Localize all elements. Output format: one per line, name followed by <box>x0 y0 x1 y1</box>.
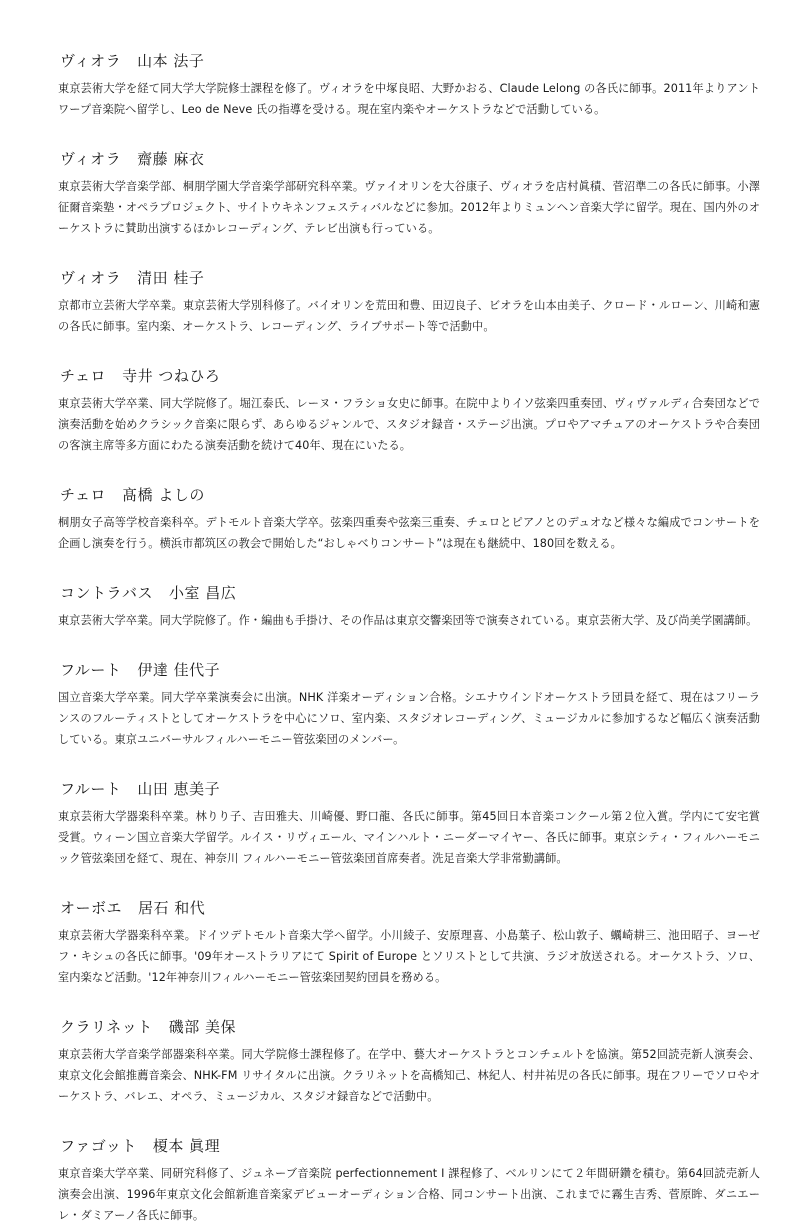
instrument-label: コントラバス <box>60 584 154 602</box>
instrument-label: ヴィオラ <box>60 269 122 287</box>
performer-heading <box>60 484 760 506</box>
instrument-label: クラリネット <box>60 1018 153 1036</box>
performer-heading <box>60 1016 760 1038</box>
performer-name: 磯部 美保 <box>168 1018 236 1036</box>
performer-heading <box>60 50 760 72</box>
performer-name: 齋藤 麻衣 <box>137 150 205 168</box>
performer-heading <box>60 148 760 170</box>
performer-name: 清田 桂子 <box>137 269 205 287</box>
instrument-label: ヴィオラ <box>60 150 122 168</box>
performer-bio: 東京芸術大学音楽学部、桐朋学園大学音楽学部研究科卒業。ヴァイオリンを大谷康子、ヴィオラを店村眞積、菅沼準二の各氏に師事。小澤征爾音楽塾・オペラプロジェクト、サイトウキネンフェスティバルなどに参加。2012年よりミュンヘン音楽大学に留学。現在、国内外のオーケストラに賛助出演するほかレコーディング、テレビ出演も行っている。 <box>58 180 760 235</box>
instrument-label: フルート <box>60 780 122 798</box>
instrument-label: ヴィオラ <box>60 52 122 70</box>
performer-name: 寺井 つねひろ <box>122 367 221 385</box>
performer-bio: 東京音楽大学卒業、同研究科修了、ジュネーブ音楽院 perfectionnement I 課程修了、ベルリンにて２年間研鑽を積む。第64回読売新人演奏会出演、1996年東京文化会館新進音楽家デビューオーディション合格、同コンサート出演、これまでに霧生吉秀、菅原眸、ダニエーレ・ダミアーノ各氏に師事。 <box>58 1167 760 1222</box>
performer-name: 小室 昌広 <box>169 584 237 602</box>
instrument-label: チェロ <box>60 486 107 504</box>
profile-entry <box>58 365 760 456</box>
instrument-label: フルート <box>60 661 122 679</box>
performer-name: 伊達 佳代子 <box>137 661 221 679</box>
performer-name: 髙橋 よしの <box>122 486 205 504</box>
profile-entry <box>58 267 760 337</box>
profile-entry <box>58 582 760 631</box>
performer-heading <box>60 897 760 919</box>
performer-bio: 桐朋女子高等学校音楽科卒。デトモルト音楽大学卒。弦楽四重奏や弦楽三重奏、チェロとピアノとのデュオなど様々な編成でコンサートを企画し演奏を行う。横浜市都筑区の教会で開始した“おしゃべりコンサート”は現在も継続中、180回を数える。 <box>58 516 760 550</box>
performer-bio: 東京芸術大学を経て同大学大学院修士課程を修了。ヴィオラを中塚良昭、大野かおる、Claude Lelong の各氏に師事。2011年よりアントワープ音楽院へ留学し、Leo de Neve 氏の指導を受ける。現在室内楽やオーケストラなどで活動している。 <box>58 82 760 116</box>
profile-entry <box>58 897 760 988</box>
profile-entry <box>58 1135 760 1226</box>
performer-heading <box>60 778 760 800</box>
performer-heading <box>60 582 760 604</box>
performer-name: 山田 恵美子 <box>137 780 221 798</box>
instrument-label: オーボエ <box>60 899 123 917</box>
profile-entry <box>58 1016 760 1107</box>
instrument-label: ファゴット <box>60 1137 137 1155</box>
performer-bio: 東京芸術大学器楽科卒業。ドイツデトモルト音楽大学へ留学。小川綾子、安原理喜、小島葉子、松山敦子、蠣崎耕三、池田昭子、ヨーゼフ・キシュの各氏に師事。'09年オーストラリアにて Spirit of Europe とソリストとして共演、ラジオ放送される。オーケストラ、ソロ、室内楽など活動。'12年神奈川フィルハーモニー管弦楽団契約団員を務める。 <box>58 929 760 984</box>
profile-entry <box>58 148 760 239</box>
performer-heading <box>60 365 760 387</box>
performer-bio: 東京芸術大学卒業、同大学院修了。堀江泰氏、レーヌ・フラショ女史に師事。在院中よりイソ弦楽四重奏団、ヴィヴァルディ合奏団などで演奏活動を始めクラシック音楽に限らず、あらゆるジャンルで、スタジオ録音・ステージ出演。プロやアマチュアのオーケストラや合奏団の客演主席等多方面にわたる演奏活動を続けて40年、現在にいたる。 <box>58 397 760 452</box>
instrument-label: チェロ <box>60 367 107 385</box>
profile-entry <box>58 50 760 120</box>
performer-heading <box>60 659 760 681</box>
profile-entry <box>58 659 760 750</box>
performer-name: 榎本 眞理 <box>152 1137 221 1155</box>
performer-name: 居石 和代 <box>138 899 206 917</box>
performer-heading <box>60 1135 760 1157</box>
profile-entry <box>58 484 760 554</box>
performer-bio: 東京芸術大学音楽学部器楽科卒業。同大学院修士課程修了。在学中、藝大オーケストラとコンチェルトを協演。第52回読売新人演奏会、東京文化会館推薦音楽会、NHK-FM リサイタルに出演。クラリネットを高橋知己、林紀人、村井祐児の各氏に師事。現在フリーでソロやオーケストラ、バレエ、オペラ、ミュージカル、スタジオ録音などで活動中。 <box>58 1048 760 1103</box>
performer-bio: 京都市立芸術大学卒業。東京芸術大学別科修了。バイオリンを荒田和豊、田辺良子、ビオラを山本由美子、クロード・ルローン、川崎和憲の各氏に師事。室内楽、オーケストラ、レコーディング、ライブサポート等で活動中。 <box>58 299 760 333</box>
performer-name: 山本 法子 <box>137 52 205 70</box>
performer-heading <box>60 267 760 289</box>
performer-bio: 東京芸術大学器楽科卒業。林りり子、吉田雅夫、川崎優、野口龍、各氏に師事。第45回日本音楽コンクール第２位入賞。学内にて安宅賞受賞。ウィーン国立音楽大学留学。ルイス・リヴィエール、マインハルト・ニーダーマイヤー、各氏に師事。東京シティ・フィルハーモニック管弦楽団を経て、現在、神奈川 フィルハーモニー管弦楽団首席奏者。洗足音楽大学非常勤講師。 <box>58 810 760 865</box>
performer-bio: 国立音楽大学卒業。同大学卒業演奏会に出演。NHK 洋楽オーディション合格。シエナウインドオーケストラ団員を経て、現在はフリーランスのフルーティストとしてオーケストラを中心にソロ、室内楽、スタジオレコーディング、ミュージカルに参加するなど幅広く演奏活動している。東京ユニバーサルフィルハーモニー管弦楽団のメンバー。 <box>58 691 760 746</box>
profile-entry <box>58 778 760 869</box>
performer-bio: 東京芸術大学卒業。同大学院修了。作・編曲も手掛け、その作品は東京交響楽団等で演奏されている。東京芸術大学、及び尚美学園講師。 <box>58 614 758 627</box>
